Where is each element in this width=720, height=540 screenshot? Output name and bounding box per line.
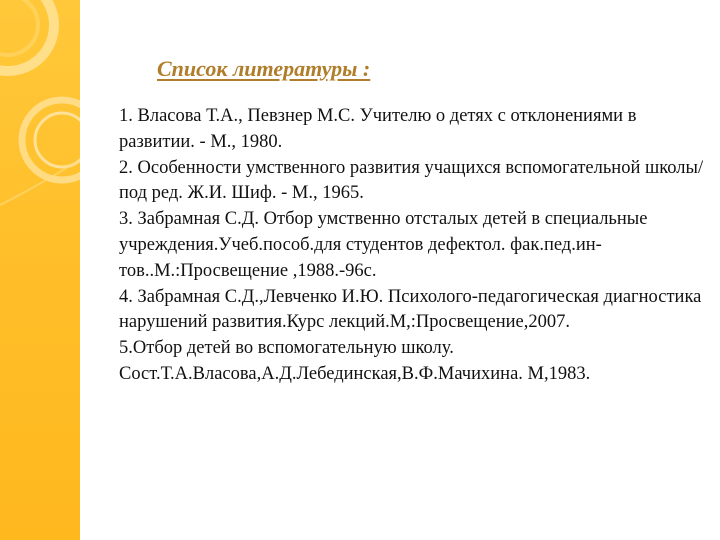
top-ring	[0, 0, 54, 71]
reference-list	[119, 104, 709, 388]
reference-item: 3. Забрамная С.Д. Отбор умственно отсталых детей в специальные учреждения.Учеб.пособ.для студентов дефектол. фак.пед.ин-тов..М.:Просвещение ,1988.-96с.	[119, 209, 648, 281]
reference-item: 5.Отбор детей во вспомогательную школу. Сост.Т.А.Власова,А.Д.Лебединская,В.Ф.Мачихина. М,1983.	[119, 338, 591, 384]
decorative-side-panel	[0, 0, 80, 540]
middle-ring	[22, 100, 80, 180]
decorative-rings	[0, 0, 80, 540]
slide-title: Список литературы :	[157, 56, 371, 81]
reference-item: 1. Власова Т.А., Певзнер М.С. Учителю о детях с отклонениями в развитии. - М., 1980.	[119, 106, 637, 152]
top-inner-ring	[0, 0, 38, 55]
middle-inner-ring	[35, 113, 80, 167]
reference-item: 2. Особенности умственного развития учащихся вспомогательной школы/под ред. Ж.И. Шиф. - М., 1965.	[119, 157, 704, 204]
reference-item: 4. Забрамная С.Д.,Левченко И.Ю. Психолого-педагогическая диагностика нарушений развития.Курс лекций.М,:Просвещение,2007.	[119, 286, 702, 333]
